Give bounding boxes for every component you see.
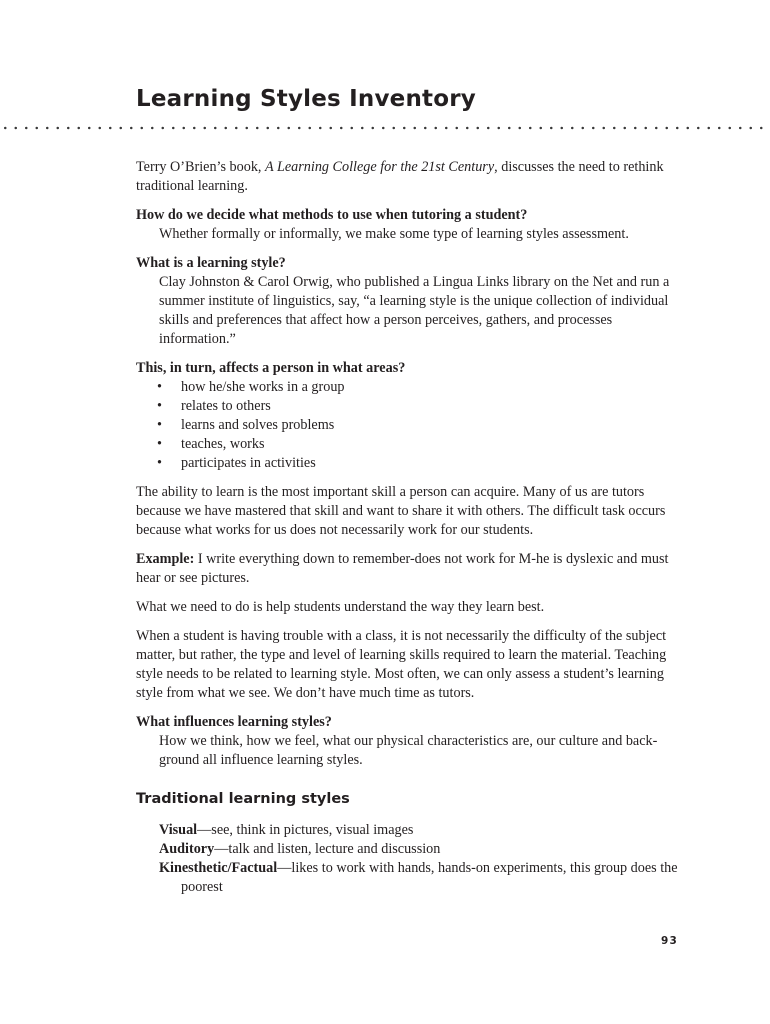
question-areas: This, in turn, affects a person in what areas? xyxy=(136,360,406,376)
ability-paragraph: The ability to learn is the most important skill a person can acquire. Many of us are tutors because we have mastered that skill and want to share it with others. The difficult task occurs because what works for us does not necessarily work for our students. xyxy=(136,484,666,538)
question-learning-style: What is a learning style? xyxy=(136,255,286,271)
list-item: • participates in activities xyxy=(136,454,686,473)
list-item: • learns and solves problems xyxy=(136,416,686,435)
question-methods: How do we decide what methods to use when tutoring a student? xyxy=(136,207,528,223)
qa-block-influences xyxy=(136,713,686,770)
traditional-styles-list xyxy=(136,821,686,897)
example-paragraph xyxy=(136,550,686,588)
help-paragraph: What we need to do is help students understand the way they learn best. xyxy=(136,599,545,615)
style-desc: —talk and listen, lecture and discussion xyxy=(214,841,441,857)
question-influences: What influences learning styles? xyxy=(136,714,332,730)
style-item-kinesthetic xyxy=(136,859,686,897)
qa-block-learning-style xyxy=(136,254,686,349)
book-title: A Learning College for the 21st Century xyxy=(265,159,495,175)
list-item: • how he/she works in a group xyxy=(136,378,686,397)
style-item-auditory xyxy=(136,840,686,859)
style-term: Auditory xyxy=(159,841,215,857)
intro-text-before: Terry O’Brien’s book, xyxy=(136,159,266,175)
trouble-paragraph: When a student is having trouble with a class, it is not necessarily the difficulty of the subject matter, but rather, the type and level of learning skills required to learn the material. Teaching style needs to be related to learning style. Most often, we can only assess a student’s learning style from what we see. We don’t have much time as tutors. xyxy=(136,628,667,701)
example-text: I write everything down to remember-does not work for M-he is dyslexic and must hear or see pictures. xyxy=(136,551,669,586)
example-label: Example: xyxy=(136,551,195,567)
qa-block-methods xyxy=(136,206,686,244)
list-item: • teaches, works xyxy=(136,435,686,454)
answer-methods: Whether formally or informally, we make some type of learning styles assessment. xyxy=(159,226,629,242)
style-item-visual xyxy=(136,821,686,840)
answer-influences: How we think, how we feel, what our physical characteristics are, our culture and back-ground all influence learning styles. xyxy=(159,733,658,768)
list-item: • relates to others xyxy=(136,397,686,416)
page-body xyxy=(136,158,686,897)
style-term: Visual xyxy=(159,822,198,838)
page-number: 93 xyxy=(661,935,679,947)
answer-learning-style: Clay Johnston & Carol Orwig, who published a Lingua Links library on the Net and run a summer institute of linguistics, say, “a learning style is the unique collection of individual skills and preferences that affect how a person perceives, gathers, and processes information.” xyxy=(159,274,670,347)
intro-paragraph xyxy=(136,158,686,196)
dotted-divider xyxy=(0,126,770,130)
intro-text-after: , discusses the need to rethink traditional learning. xyxy=(136,159,664,194)
style-desc: —see, think in pictures, visual images xyxy=(197,822,414,838)
style-term: Kinesthetic/Factual xyxy=(159,860,278,876)
section-heading-traditional: Traditional learning styles xyxy=(136,791,350,807)
page-title: Learning Styles Inventory xyxy=(136,86,476,112)
qa-block-areas xyxy=(136,359,686,473)
areas-list xyxy=(136,378,686,473)
style-desc: —likes to work with hands, hands-on experiments, this group does the poorest xyxy=(181,860,678,895)
